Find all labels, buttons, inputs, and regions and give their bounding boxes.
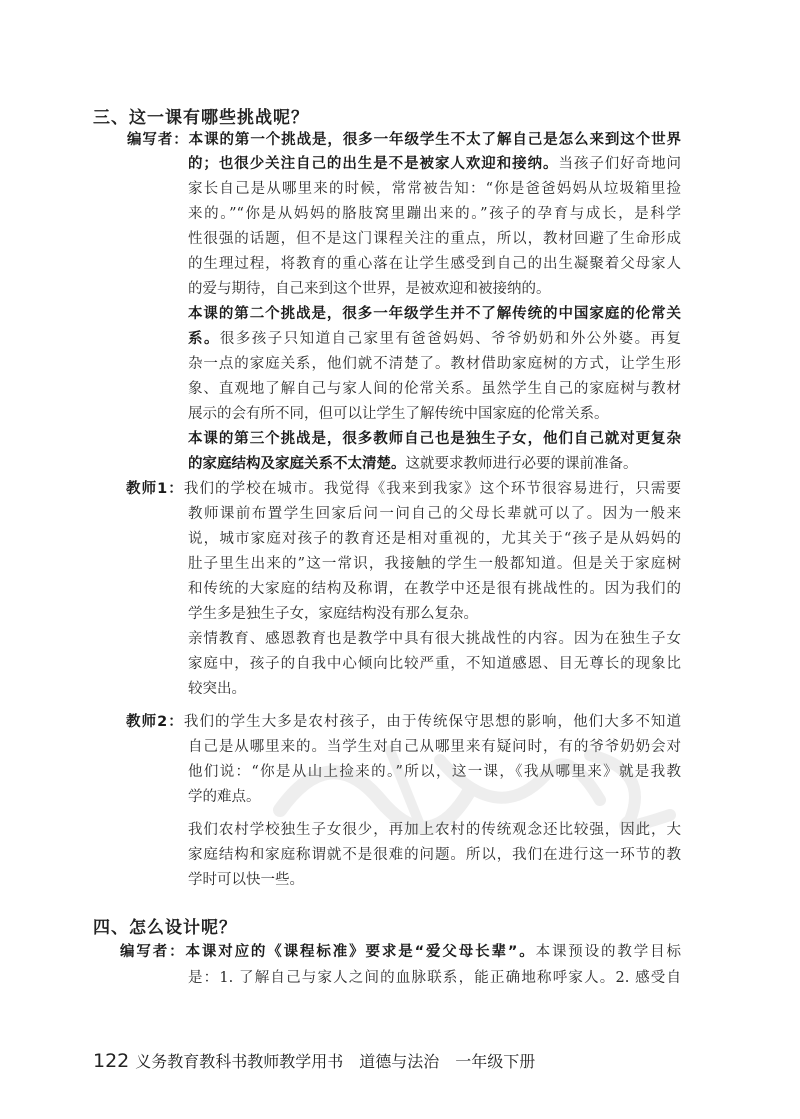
teacher1-line-3: 说，城市家庭对孩子的教育还是相对重视的，尤其关于“孩子是从妈妈的 — [188, 531, 681, 547]
teacher1-line-4: 肚子里生出来的”这一常识，我接触的学生一般都知道。但是关于家庭树 — [188, 556, 681, 572]
writer-p2-line-3: 杂一点的家庭关系，他们就不清楚了。教材借助家庭树的方式，让学生形 — [188, 356, 681, 372]
teacher2-line-5: 我们农村学校独生子女很少，再加上农村的传统观念还比较强，因此，大 — [188, 822, 681, 838]
section-3-heading: 三、这一课有哪些挑战呢？ — [93, 108, 309, 128]
writer-p2-line-2-text: 系。很多孩子只知道自己家里有爸爸妈妈、爷爷奶奶和外公外婆。再复 — [188, 331, 681, 347]
section-4-heading: 四、怎么设计呢？ — [93, 918, 237, 938]
writer-line-1: 编写者：本课的第一个挑战是，很多一年级学生不太了解自己是怎么来到这个世界 — [127, 132, 681, 148]
book-title: 义务教育教科书教师教学用书 道德与法治 一年级下册 — [135, 1052, 536, 1071]
writer-line-7: 的爱与期待，自己来到这个世界，是被欢迎和被接纳的。 — [188, 281, 551, 297]
teacher2-line-6: 家庭结构和家庭称谓就不是很难的问题。所以，我们在进行这一环节的教 — [188, 847, 681, 863]
teacher2-label: 教师2： — [126, 714, 184, 730]
writer-p2-line-1: 本课的第二个挑战是，很多一年级学生并不了解传统的中国家庭的伦常关 — [188, 306, 681, 322]
teacher2-line-4: 学的难点。 — [188, 789, 261, 805]
teacher2-line-3: 他们说：“你是从山上捡来的。”所以，这一课，《我从哪里来》就是我教 — [188, 764, 681, 780]
page-number: 122 — [93, 1050, 130, 1072]
teacher1-line-9: 较突出。 — [188, 681, 246, 697]
teacher2-line-1: 教师2：我们的学生大多是农村孩子，由于传统保守思想的影响，他们大多不知道 — [126, 714, 681, 730]
writer-label: 编写者： — [127, 132, 189, 148]
writer-p3-line-2 — [188, 452, 681, 476]
section4-writer-label: 编写者： — [120, 944, 186, 960]
teacher1-line-2: 教师课前布置学生回家后问一问自己的父母长辈就可以了。因为一般来 — [188, 506, 681, 522]
teacher1-line-8: 家庭中，孩子的自我中心倾向比较严重，不知道感恩、目无尊长的现象比 — [188, 656, 681, 672]
teacher1-line-5: 和传统的大家庭的结构及称谓，在教学中还是很有挑战性的。因为我们的 — [188, 581, 681, 597]
teacher2-line-7: 学时可以快一些。 — [188, 872, 304, 888]
writer-p2-line-4: 象、直观地了解自己与家人间的伦常关系。虽然学生自己的家庭树与教材 — [188, 381, 681, 397]
writer-line-5: 性很强的话题，但不是这门课程关注的重点，所以，教材回避了生命形成 — [188, 231, 681, 247]
section4-line-2: 是：1. 了解自己与家人之间的血脉联系，能正确地称呼家人。2. 感受自 — [188, 970, 681, 986]
writer-p3-line-1: 本课的第三个挑战是，很多教师自己也是独生子女，他们自己就对更复杂 — [188, 431, 681, 447]
teacher1-line-1: 教师1：我们的学校在城市。我觉得《我来到我家》这个环节很容易进行，只需要 — [126, 481, 681, 497]
page-footer — [93, 1049, 535, 1072]
writer-line-6: 的生理过程，将教育的重心落在让学生感受到自己的出生凝聚着父母家人 — [188, 256, 681, 272]
teacher2-line-2: 自己是从哪里来的。当学生对自己从哪里来有疑问时，有的爷爷奶奶会对 — [188, 739, 681, 755]
watermark-graphic — [270, 730, 690, 840]
section4-line-1: 编写者：本课对应的《课程标准》要求是“爱父母长辈”。本课预设的教学目标 — [120, 944, 681, 960]
writer-line-4: 来的。”“你是从妈妈的胳肢窝里蹦出来的。”孩子的孕育与成长，是科学 — [188, 206, 681, 222]
teacher1-line-6: 学生多是独生子女，家庭结构没有那么复杂。 — [188, 606, 478, 622]
writer-p2-line-5: 展示的会有所不同，但可以让学生了解传统中国家庭的伦常关系。 — [188, 406, 609, 422]
writer-line-2-text: 的；也很少关注自己的出生是不是被家人欢迎和接纳。当孩子们好奇地问 — [188, 156, 681, 172]
writer-p3-line-2-text: 的家庭结构及家庭关系不太清楚。这就要求教师进行必要的课前准备。 — [188, 456, 638, 472]
writer-p2-line-2 — [188, 327, 681, 351]
teacher1-line-7: 亲情教育、感恩教育也是教学中具有很大挑战性的内容。因为在独生子女 — [188, 631, 681, 647]
writer-line-2 — [188, 152, 681, 176]
teacher1-label: 教师1： — [126, 481, 184, 497]
writer-line-3: 家长自己是从哪里来的时候，常常被告知：“你是爸爸妈妈从垃圾箱里捡 — [188, 181, 681, 197]
